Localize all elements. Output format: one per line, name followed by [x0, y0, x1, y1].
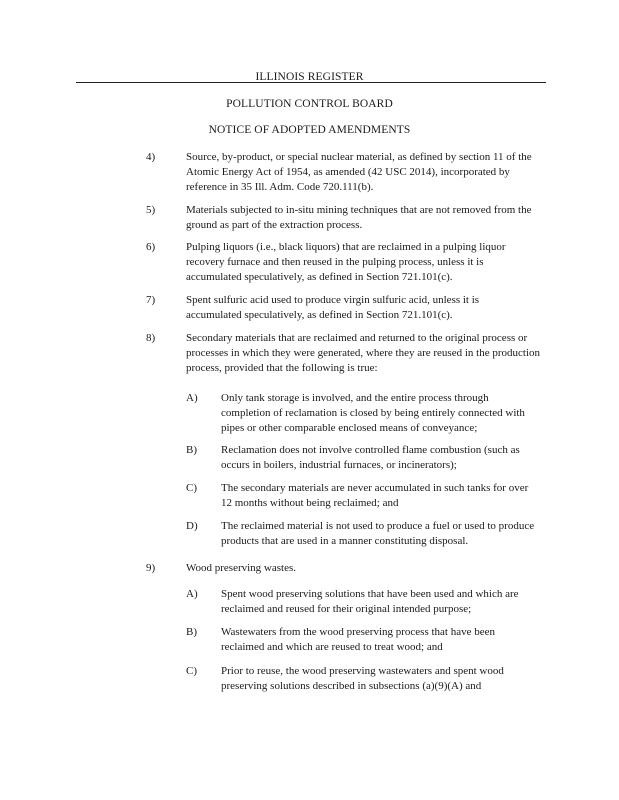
item-text: Spent wood preserving solutions that have been used and which are reclaimed and reused for their original intended purpose;: [221, 588, 519, 616]
item-text: Source, by-product, or special nuclear material, as defined by section 11 of the Atomic Energy Act of 1954, as amended (42 USC 2014), incorporated by reference in 35 Ill. Adm. Code 720.111(b).: [186, 151, 532, 194]
item-number: 8): [146, 332, 156, 344]
item-number: A): [186, 392, 198, 404]
item-text: Wastewaters from the wood preserving process that have been reclaimed and which are reused to treat wood; and: [221, 626, 496, 654]
item-number: B): [186, 444, 197, 456]
item-number: A): [186, 588, 198, 600]
item-number: 5): [146, 204, 156, 216]
item-text: Pulping liquors (i.e., black liquors) that are reclaimed in a pulping liquor recovery furnace and then reused in the pulping process, unless it is accumulated speculatively, as defined in Section 721.101(c).: [186, 241, 506, 284]
item-number: 6): [146, 241, 156, 253]
item-number: 9): [146, 562, 156, 574]
board-title: POLLUTION CONTROL BOARD: [226, 98, 393, 110]
item-number: 4): [146, 151, 156, 163]
item-text: The reclaimed material is not used to produce a fuel or used to produce products that are used in a manner constituting disposal.: [221, 520, 535, 548]
item-number: C): [186, 482, 197, 494]
register-title: ILLINOIS REGISTER: [255, 71, 364, 83]
item-text: Wood preserving wastes.: [186, 562, 297, 574]
item-text: The secondary materials are never accumulated in such tanks for over 12 months without being reclaimed; and: [221, 482, 529, 510]
item-text: Only tank storage is involved, and the entire process through completion of reclamation is closed by being entirely connected with pipes or other comparable enclosed means of conveyance;: [221, 392, 525, 435]
item-number: D): [186, 520, 198, 532]
item-number: B): [186, 626, 197, 638]
item-text: Prior to reuse, the wood preserving wastewaters and spent wood preserving solutions described in subsections (a)(9)(A) and: [221, 665, 504, 693]
item-text: Materials subjected to in-situ mining techniques that are not removed from the ground as part of the extraction process.: [186, 204, 532, 232]
header-rule: [76, 82, 546, 83]
item-text: Reclamation does not involve controlled flame combustion (such as occurs in boilers, industrial furnaces, or incinerators);: [221, 444, 520, 472]
item-number: C): [186, 665, 197, 677]
item-text: Secondary materials that are reclaimed and returned to the original process or processes in which they were generated, where they are reused in the production process, provided that the following is true:: [186, 332, 540, 375]
item-text: Spent sulfuric acid used to produce virgin sulfuric acid, unless it is accumulated speculatively, as defined in Section 721.101(c).: [186, 294, 480, 322]
notice-title: NOTICE OF ADOPTED AMENDMENTS: [208, 124, 411, 136]
item-number: 7): [146, 294, 156, 306]
